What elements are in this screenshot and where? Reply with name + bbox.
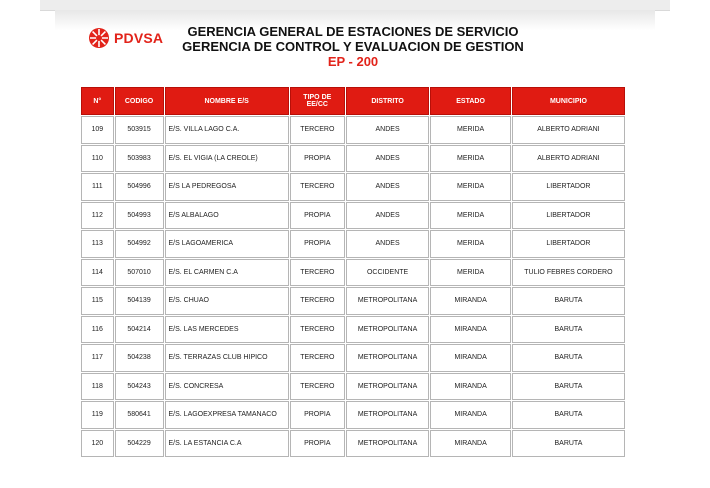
municipality: BARUTA [512, 344, 625, 372]
row-number: 110 [81, 145, 114, 173]
table-row [81, 202, 625, 230]
table-row [81, 230, 625, 258]
district: OCCIDENTE [346, 259, 430, 287]
station-code: 504243 [115, 373, 164, 401]
row-number: 111 [81, 173, 114, 201]
table-row [81, 116, 625, 144]
logo-text: PDVSA [114, 30, 164, 46]
state: MERIDA [430, 145, 510, 173]
station-name: E/S. CHUAO [165, 287, 289, 315]
station-code: 504238 [115, 344, 164, 372]
station-name: E/S. EL VIGIA (LA CREOLE) [165, 145, 289, 173]
row-number: 116 [81, 316, 114, 344]
table-row [81, 145, 625, 173]
row-number: 112 [81, 202, 114, 230]
district: ANDES [346, 116, 430, 144]
table-row [81, 430, 625, 458]
row-number: 119 [81, 401, 114, 429]
row-number: 120 [81, 430, 114, 458]
state: MIRANDA [430, 401, 510, 429]
station-name: E/S. VILLA LAGO C.A. [165, 116, 289, 144]
station-name: E/S. TERRAZAS CLUB HIPICO [165, 344, 289, 372]
municipality: ALBERTO ADRIANI [512, 116, 625, 144]
municipality: BARUTA [512, 401, 625, 429]
state: MIRANDA [430, 373, 510, 401]
column-header-name: NOMBRE E/S [165, 87, 289, 115]
station-type: PROPIA [290, 145, 345, 173]
station-name: E/S. EL CARMEN C.A [165, 259, 289, 287]
station-name: E/S ALBALAGO [165, 202, 289, 230]
pdvsa-sun-icon [88, 27, 110, 49]
station-type: TERCERO [290, 116, 345, 144]
document-header [170, 24, 536, 69]
table-row [81, 401, 625, 429]
station-code: 504993 [115, 202, 164, 230]
state: MERIDA [430, 202, 510, 230]
station-type: TERCERO [290, 316, 345, 344]
municipality: BARUTA [512, 287, 625, 315]
column-header-district: DISTRITO [346, 87, 430, 115]
state: MERIDA [430, 230, 510, 258]
municipality: ALBERTO ADRIANI [512, 145, 625, 173]
state: MERIDA [430, 259, 510, 287]
state: MERIDA [430, 173, 510, 201]
station-type: PROPIA [290, 230, 345, 258]
state: MIRANDA [430, 316, 510, 344]
station-type: PROPIA [290, 401, 345, 429]
table-row [81, 287, 625, 315]
district: METROPOLITANA [346, 401, 430, 429]
station-name: E/S. LAS MERCEDES [165, 316, 289, 344]
station-code: 504214 [115, 316, 164, 344]
station-code: 504996 [115, 173, 164, 201]
state: MIRANDA [430, 430, 510, 458]
column-header-type: TIPO DE EE/CC [290, 87, 345, 115]
district: METROPOLITANA [346, 373, 430, 401]
district: ANDES [346, 230, 430, 258]
station-name: E/S. LAGOEXPRESA TAMANACO [165, 401, 289, 429]
title-line-1: GERENCIA GENERAL DE ESTACIONES DE SERVICIO [187, 24, 519, 39]
district: ANDES [346, 173, 430, 201]
service-stations-table [80, 86, 626, 458]
station-type: TERCERO [290, 373, 345, 401]
table-row [81, 344, 625, 372]
row-number: 117 [81, 344, 114, 372]
column-header-number: N° [81, 87, 114, 115]
station-type: TERCERO [290, 259, 345, 287]
district: METROPOLITANA [346, 344, 430, 372]
station-code: 503915 [115, 116, 164, 144]
table-row [81, 259, 625, 287]
station-code: 504992 [115, 230, 164, 258]
state: MERIDA [430, 116, 510, 144]
state: MIRANDA [430, 344, 510, 372]
table-header-row [81, 87, 625, 115]
station-code: 507010 [115, 259, 164, 287]
station-type: TERCERO [290, 344, 345, 372]
document-code: EP - 200 [327, 54, 379, 69]
title-line-2: GERENCIA DE CONTROL Y EVALUACION DE GESTION [182, 39, 524, 54]
station-code: 504139 [115, 287, 164, 315]
row-number: 113 [81, 230, 114, 258]
row-number: 118 [81, 373, 114, 401]
district: METROPOLITANA [346, 287, 430, 315]
municipality: TULIO FEBRES CORDERO [512, 259, 625, 287]
table-row [81, 316, 625, 344]
station-type: PROPIA [290, 430, 345, 458]
row-number: 115 [81, 287, 114, 315]
table-row [81, 173, 625, 201]
station-type: TERCERO [290, 173, 345, 201]
station-type: PROPIA [290, 202, 345, 230]
column-header-code: CODIGO [115, 87, 164, 115]
municipality: BARUTA [512, 316, 625, 344]
column-header-municipality: MUNICIPIO [512, 87, 625, 115]
municipality: LIBERTADOR [512, 173, 625, 201]
station-code: 504229 [115, 430, 164, 458]
station-name: E/S. CONCRESA [165, 373, 289, 401]
municipality: BARUTA [512, 430, 625, 458]
municipality: BARUTA [512, 373, 625, 401]
station-code: 580641 [115, 401, 164, 429]
table-row [81, 373, 625, 401]
state: MIRANDA [430, 287, 510, 315]
station-name: E/S LA PEDREGOSA [165, 173, 289, 201]
row-number: 114 [81, 259, 114, 287]
row-number: 109 [81, 116, 114, 144]
column-header-state: ESTADO [430, 87, 510, 115]
station-name: E/S LAGOAMERICA [165, 230, 289, 258]
district: ANDES [346, 145, 430, 173]
municipality: LIBERTADOR [512, 230, 625, 258]
district: ANDES [346, 202, 430, 230]
station-type: TERCERO [290, 287, 345, 315]
pdvsa-logo [88, 26, 163, 50]
district: METROPOLITANA [346, 316, 430, 344]
station-code: 503983 [115, 145, 164, 173]
district: METROPOLITANA [346, 430, 430, 458]
station-name: E/S. LA ESTANCIA C.A [165, 430, 289, 458]
municipality: LIBERTADOR [512, 202, 625, 230]
